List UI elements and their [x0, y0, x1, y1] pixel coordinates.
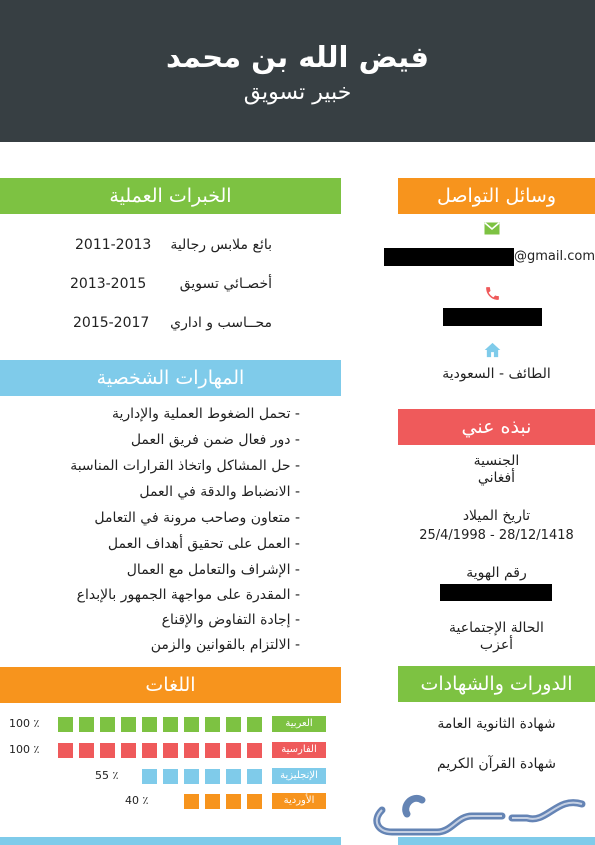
language-level-square	[205, 794, 220, 809]
language-level-square	[226, 794, 241, 809]
redacted-email	[384, 248, 514, 266]
course-item: شهادة الثانوية العامة	[437, 716, 556, 732]
language-level-square	[142, 717, 157, 732]
skill-item: - إجادة التفاوض والإقناع	[161, 612, 300, 628]
skill-item: - حل المشاكل واتخاذ القرارات المناسبة	[70, 458, 300, 474]
about-heading: نبذه عني	[398, 409, 595, 445]
language-level-square	[100, 743, 115, 758]
language-level-square	[79, 743, 94, 758]
language-level-square	[205, 743, 220, 758]
language-level-square	[226, 769, 241, 784]
language-level-square	[163, 743, 178, 758]
marital-label: الحالة الإجتماعية	[449, 620, 544, 636]
phone-icon	[484, 285, 501, 302]
birthdate-label: تاريخ الميلاد	[462, 508, 531, 524]
language-level-square	[142, 769, 157, 784]
location-text: الطائف - السعودية	[442, 366, 551, 382]
skill-item: - الالتزام بالقوانين والزمن	[150, 637, 300, 653]
person-name: فيض الله بن محمد	[166, 40, 429, 74]
language-percent: 55 ٪	[95, 769, 119, 782]
email-suffix: @gmail.com	[514, 249, 595, 264]
language-level-square	[163, 717, 178, 732]
languages-heading: اللغات	[0, 667, 341, 703]
language-level-square	[100, 717, 115, 732]
skills-heading: المهارات الشخصية	[0, 360, 341, 396]
language-level-square	[121, 717, 136, 732]
language-level-square	[247, 769, 262, 784]
language-level-square	[142, 743, 157, 758]
experience-years: 2011-2013	[75, 237, 152, 253]
courses-heading: الدورات والشهادات	[398, 666, 595, 702]
language-level-square	[163, 769, 178, 784]
skill-item: - تحمل الضغوط العملية والإدارية	[111, 406, 300, 422]
experience-role: محــاسب و اداري	[170, 315, 272, 331]
skill-item: - العمل على تحقيق أهداف العمل	[107, 536, 300, 552]
id-label: رقم الهوية	[466, 565, 527, 581]
language-level-square	[184, 743, 199, 758]
language-percent: 100 ٪	[9, 743, 40, 756]
skill-item: - الإشراف والتعامل مع العمال	[126, 562, 300, 578]
home-icon	[484, 342, 501, 358]
course-item: شهادة القرآن الكريم	[437, 756, 556, 772]
page-header	[0, 0, 595, 142]
language-level-square	[205, 769, 220, 784]
skill-item: - متعاون وصاحب مرونة في التعامل	[94, 510, 300, 526]
haraj-watermark-logo	[352, 786, 592, 842]
language-level-square	[58, 743, 73, 758]
birthdate-value: 25/4/1998 - 28/12/1418	[419, 528, 574, 543]
nationality-label: الجنسية	[473, 453, 520, 469]
experience-years: 2015-2017	[73, 315, 150, 331]
language-percent: 100 ٪	[9, 717, 40, 730]
skill-item: - المقدرة على مواجهة الجمهور بالإبداع	[76, 587, 300, 603]
skill-item: - الانضباط والدقة في العمل	[139, 484, 300, 500]
redacted-id	[440, 584, 552, 601]
language-level-square	[247, 794, 262, 809]
language-label: الفارسية	[272, 742, 326, 758]
language-level-square	[247, 717, 262, 732]
language-level-square	[205, 717, 220, 732]
next-section-bar-left	[0, 837, 341, 845]
experience-role: أخصـائي تسويق	[179, 276, 272, 292]
language-level-square	[247, 743, 262, 758]
language-level-square	[184, 794, 199, 809]
language-label: الأوردية	[272, 793, 326, 809]
experience-role: بائع ملابس رجالية	[170, 237, 272, 253]
language-level-square	[184, 717, 199, 732]
language-level-square	[79, 717, 94, 732]
language-level-square	[226, 717, 241, 732]
envelope-icon	[484, 222, 500, 235]
language-label: الإنجليزية	[272, 768, 326, 784]
nationality-value: أفغاني	[477, 470, 516, 486]
experience-heading: الخبرات العملية	[0, 178, 341, 214]
contact-heading: وسائل التواصل	[398, 178, 595, 214]
language-level-square	[226, 743, 241, 758]
language-level-square	[58, 717, 73, 732]
experience-years: 2013-2015	[70, 276, 147, 292]
job-title: خبير تسويق	[243, 80, 352, 105]
language-label: العربية	[272, 716, 326, 732]
marital-value: أعزب	[479, 637, 514, 653]
language-level-square	[184, 769, 199, 784]
redacted-phone	[443, 308, 542, 326]
language-percent: 40 ٪	[125, 794, 149, 807]
skill-item: - دور فعال ضمن فريق العمل	[130, 432, 300, 448]
language-level-square	[121, 743, 136, 758]
